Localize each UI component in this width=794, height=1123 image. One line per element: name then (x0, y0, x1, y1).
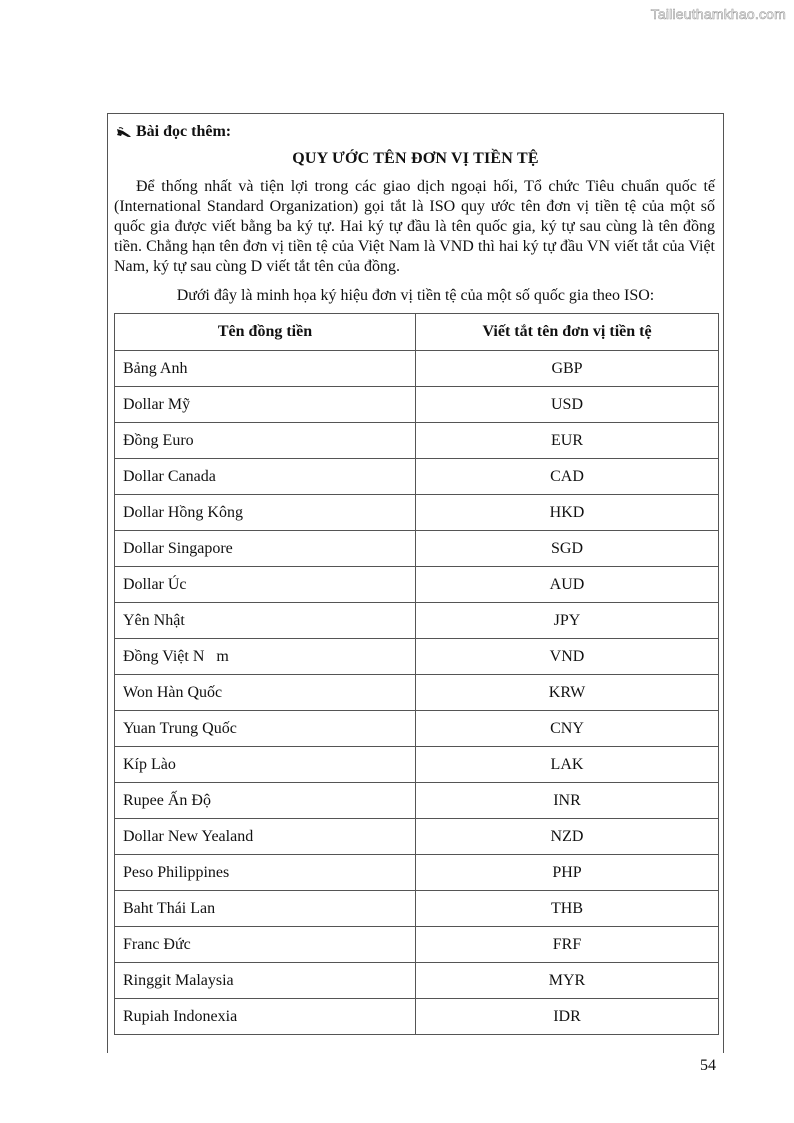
table-row (115, 747, 719, 783)
table-row (115, 675, 719, 711)
table-row (115, 603, 719, 639)
currency-code: VND (416, 639, 719, 675)
watermark: Tailieuthamkhao.com (650, 6, 786, 22)
currency-code: JPY (416, 603, 719, 639)
currency-name: Yên Nhật (115, 603, 416, 639)
table-row (115, 531, 719, 567)
table-row (115, 567, 719, 603)
currency-name: Yuan Trung Quốc (115, 711, 416, 747)
currency-code: THB (416, 891, 719, 927)
currency-code: PHP (416, 855, 719, 891)
currency-name: Ringgit Malaysia (115, 963, 416, 999)
currency-name: Won Hàn Quốc (115, 675, 416, 711)
table-row (115, 819, 719, 855)
currency-code: CAD (416, 459, 719, 495)
currency-name: Kíp Lào (115, 747, 416, 783)
currency-code: CNY (416, 711, 719, 747)
header-currency-code: Viết tắt tên đơn vị tiền tệ (416, 314, 719, 351)
table-row (115, 423, 719, 459)
table-row (115, 711, 719, 747)
document-title: QUY ƯỚC TÊN ĐƠN VỊ TIỀN TỆ (292, 150, 539, 167)
currency-name: Dollar Úc (115, 567, 416, 603)
currency-name: Dollar Mỹ (115, 387, 416, 423)
currency-name: Baht Thái Lan (115, 891, 416, 927)
currency-code: LAK (416, 747, 719, 783)
currency-code: INR (416, 783, 719, 819)
currency-code: GBP (416, 351, 719, 387)
table-row (115, 459, 719, 495)
currency-name: Đồng Euro (115, 423, 416, 459)
table-row (115, 891, 719, 927)
currency-code: AUD (416, 567, 719, 603)
currency-code: USD (416, 387, 719, 423)
currency-name: Đồng Việt N m (115, 639, 416, 675)
table-row (115, 495, 719, 531)
currency-name: Dollar Canada (115, 459, 416, 495)
currency-code: MYR (416, 963, 719, 999)
table-header-row (115, 314, 719, 351)
currency-code: IDR (416, 999, 719, 1035)
currency-name: Rupee Ấn Độ (115, 783, 416, 819)
header-currency-name: Tên đồng tiền (115, 314, 416, 351)
table-row (115, 927, 719, 963)
table-row (115, 351, 719, 387)
currency-code: SGD (416, 531, 719, 567)
table-row (115, 855, 719, 891)
page-number: 54 (700, 1057, 716, 1074)
intro-paragraph: Để thống nhất và tiện lợi trong các giao dịch ngoại hối, Tổ chức Tiêu chuẩn quốc tế (International Standard Organization) gọi tắt là ISO quy ước tên đơn vị tiền tệ của một số quốc gia được viết bằng ba ký tự. Hai ký tự đầu là tên quốc gia, ký tự sau cùng là tên đồng tiền. Chẳng hạn tên đơn vị tiền tệ của Việt Nam là VND thì hai ký tự đầu VN viết tắt của Việt Nam, ký tự sau cùng D viết tắt tên của đồng. (114, 178, 715, 275)
currency-name: Dollar Hồng Kông (115, 495, 416, 531)
table-row (115, 387, 719, 423)
currency-name: Dollar Singapore (115, 531, 416, 567)
currency-code: KRW (416, 675, 719, 711)
currency-code: FRF (416, 927, 719, 963)
currency-code: NZD (416, 819, 719, 855)
currency-code: EUR (416, 423, 719, 459)
currency-name: Rupiah Indonexia (115, 999, 416, 1035)
table-row (115, 999, 719, 1035)
reading-box (107, 113, 724, 1053)
currency-table (114, 313, 719, 1035)
table-row (115, 783, 719, 819)
table-row (115, 639, 719, 675)
currency-name: Franc Đức (115, 927, 416, 963)
table-row (115, 963, 719, 999)
currency-name: Bảng Anh (115, 351, 416, 387)
writing-hand-icon (116, 126, 131, 138)
table-caption: Dưới đây là minh họa ký hiệu đơn vị tiền tệ của một số quốc gia theo ISO: (176, 287, 655, 304)
currency-name: Peso Philippines (115, 855, 416, 891)
currency-code: HKD (416, 495, 719, 531)
section-heading-label: Bài đọc thêm: (136, 123, 232, 140)
section-heading (116, 123, 231, 141)
currency-name: Dollar New Yealand (115, 819, 416, 855)
